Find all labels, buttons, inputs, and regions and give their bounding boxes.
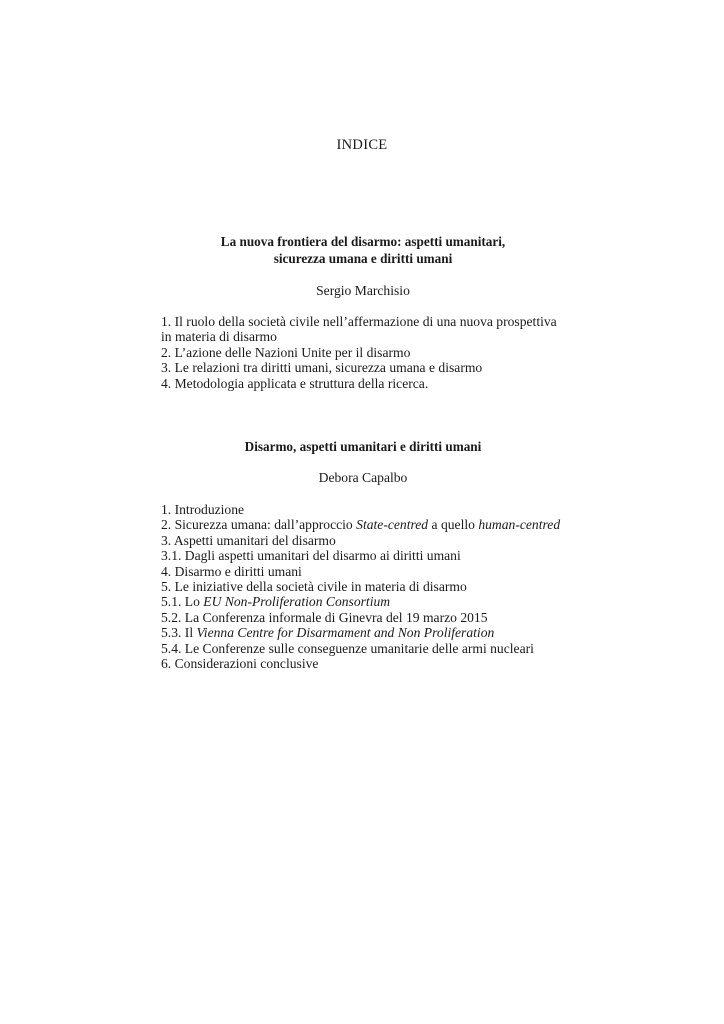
toc-section-1 bbox=[161, 233, 565, 391]
toc-item: 1. Il ruolo della società civile nell’affermazione di una nuova prospettiva in materia di disarmo bbox=[161, 314, 557, 345]
toc-item-italic: Vienna Centre for Disarmament and Non Proliferation bbox=[196, 625, 495, 641]
toc-item-text: 2. Sicurezza umana: dall’approccio bbox=[161, 517, 357, 533]
toc-list bbox=[161, 502, 565, 671]
toc-item: 4. Metodologia applicata e struttura della ricerca. bbox=[161, 375, 429, 391]
toc-section-2 bbox=[161, 438, 565, 671]
toc-item-italic: EU Non-Proliferation Consortium bbox=[203, 594, 391, 610]
toc-item-text: 5.1. Lo bbox=[161, 594, 204, 610]
toc-item bbox=[161, 517, 565, 532]
toc-item: 3. Aspetti umanitari del disarmo bbox=[161, 532, 336, 548]
toc-item-text: a quello bbox=[428, 517, 479, 533]
toc-item bbox=[161, 625, 565, 640]
section-author: Debora Capalbo bbox=[318, 470, 408, 485]
toc-item: 5.2. La Conferenza informale di Ginevra del 19 marzo 2015 bbox=[161, 609, 488, 625]
toc-item bbox=[161, 594, 565, 609]
toc-item: 1. Introduzione bbox=[161, 502, 245, 517]
page-title: INDICE bbox=[336, 137, 388, 153]
section-author: Sergio Marchisio bbox=[316, 283, 410, 298]
toc-item: 3. Le relazioni tra diritti umani, sicurezza umana e disarmo bbox=[161, 360, 483, 376]
section-title-line-1: La nuova frontiera del disarmo: aspetti umanitari, bbox=[220, 234, 506, 249]
section-title-line-2: sicurezza umana e diritti umani bbox=[273, 251, 453, 266]
toc-item: 3.1. Dagli aspetti umanitari del disarmo ai diritti umani bbox=[161, 548, 461, 564]
toc-item-italic: human-centred bbox=[478, 517, 561, 533]
toc-item: 6. Considerazioni conclusive bbox=[161, 656, 319, 672]
toc-item: 5. Le iniziative della società civile in materia di disarmo bbox=[161, 579, 467, 595]
section-title: Disarmo, aspetti umanitari e diritti umani bbox=[244, 439, 482, 454]
toc-item: 4. Disarmo e diritti umani bbox=[161, 563, 302, 579]
toc-item: 5.4. Le Conferenze sulle conseguenze umanitarie delle armi nucleari bbox=[161, 640, 534, 656]
toc-item-text: 5.3. Il bbox=[161, 625, 197, 641]
section-title bbox=[161, 233, 565, 267]
toc-item-italic: State-centred bbox=[356, 517, 429, 533]
toc-list bbox=[161, 314, 565, 391]
toc-item: 2. L’azione delle Nazioni Unite per il disarmo bbox=[161, 344, 411, 360]
